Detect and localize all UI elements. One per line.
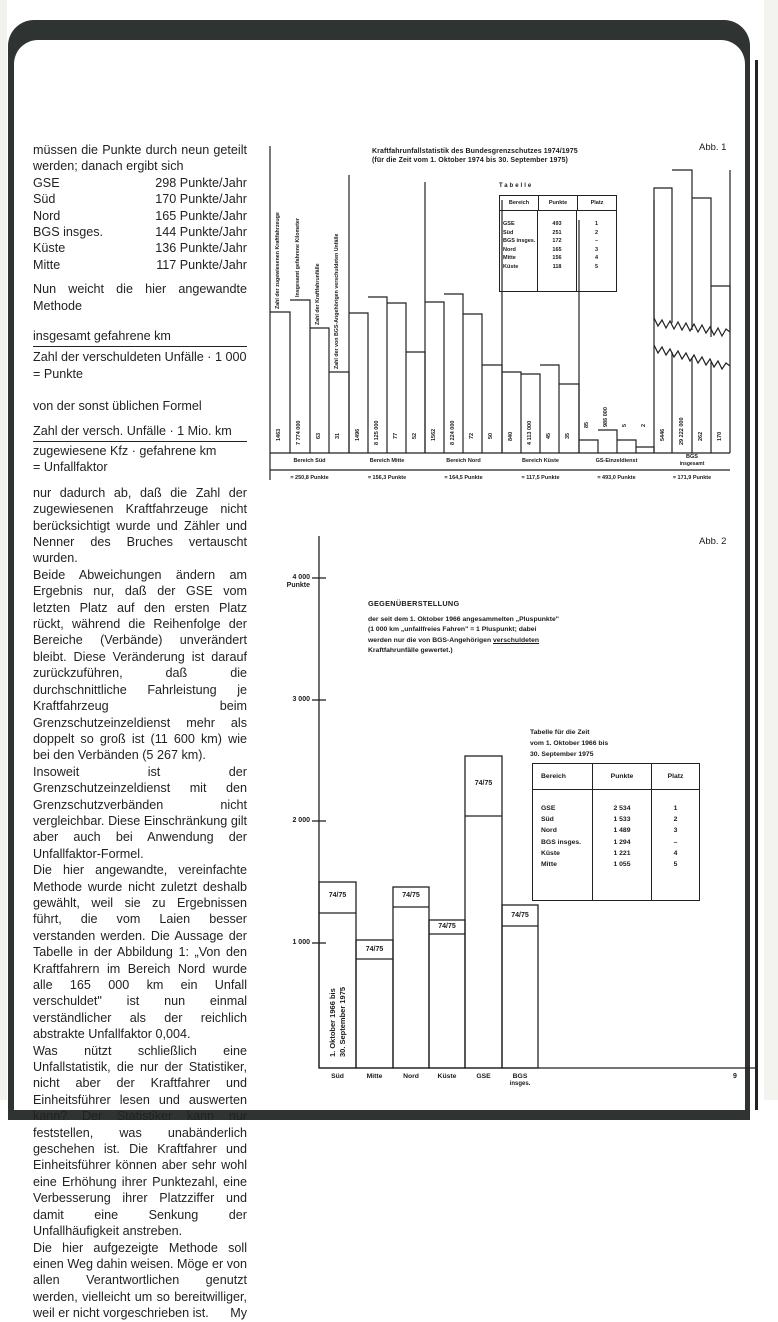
group-label: Bereich Nord <box>446 458 481 464</box>
value-label: 29 222 000 <box>679 417 685 445</box>
segment-label: 74/75 <box>438 923 456 930</box>
figure-2-table: Bereich Punkte Platz GSE Süd Nord BGS insges. Küste Mitte 2 534 1 533 1 489 1 294 1 221 1 055 1 2 3 – 4 5 <box>532 763 700 901</box>
table-header: Bereich <box>533 764 593 789</box>
legend-label: Insgesamt gefahrene Kilometer <box>295 218 301 297</box>
formula2-numerator: Zahl der versch. Unfälle · 1 Mio. km <box>33 423 232 438</box>
value-label: 8 224 000 <box>450 420 456 445</box>
scan-edge-right <box>764 0 778 1100</box>
paragraph: Die hier aufgezeigte Methode soll einen Weg dahin weisen. Möge er von allen Verantwortlichen genutzt werden, vielleicht um so bereitwilliger, weil er nicht vorgeschrieben ist. My <box>33 1240 247 1321</box>
formula2-denominator: zugewiesene Kfz · gefahrene km <box>33 444 217 458</box>
paragraph: Insoweit ist der Grenzschutzeinzeldienst mit den Grenzschutzverbänden nicht vergleichbar. Diese Einschränkung gilt aber auch bei Anwendung der Unfallfaktor-Formel. <box>33 764 247 861</box>
segment-label: 74/75 <box>402 892 420 899</box>
value-label: 4 113 000 <box>527 420 533 445</box>
segment-label: 74/75 <box>511 912 529 919</box>
formula1-result: = Punkte <box>33 366 84 381</box>
value-label: 52 <box>412 432 418 439</box>
group-result: = 493,0 Punkte <box>597 475 636 481</box>
value-label: 840 <box>508 431 514 441</box>
value-label: 85 <box>584 421 590 428</box>
figure-2-label: Abb. 2 <box>699 536 727 547</box>
y-tick-label: 4 000 Punkte <box>286 574 310 589</box>
result-row: BGS insges. 144 Punkte/Jahr <box>33 224 247 239</box>
figure-1-table-caption: Tabelle <box>499 183 534 189</box>
figure-2-chart <box>268 530 758 1090</box>
group-label: GS-Einzeldienst <box>595 458 638 464</box>
article-text-column <box>33 142 247 1322</box>
page-number: 9 <box>733 1073 737 1080</box>
author-signature: My <box>230 1306 247 1321</box>
value-label: 7 774 000 <box>296 420 302 445</box>
group-result: = 164,5 Punkte <box>444 475 483 481</box>
figure-2-table-caption: Tabelle für die Zeit vom 1. Oktober 1966 bis 30. September 1975 <box>530 729 609 758</box>
table-header: Punkte <box>539 196 578 210</box>
paragraph: Die hier angewandte, vereinfachte Methode wurde nicht zuletzt deshalb gewählt, weil sie zu Ergebnissen führt, die vom Laien besser verstanden werden. Die Aussage der Tabelle in der Abbildung 1: „Von den Kraftfahrern im Bereich Nord wurde alle 165 000 km ein Unfall verschuldet" ist nun einmal verständlicher als der reichlich abstrakte Unfallfaktor 0,004. <box>33 863 247 1042</box>
value-label: 35 <box>565 432 571 439</box>
intro-text: müssen die Punkte durch neun geteilt werden; danach ergibt sich <box>33 143 247 174</box>
formula1-denominator: Zahl der verschuldeten Unfälle · 1 000 <box>33 350 247 365</box>
group-result: = 171,9 Punkte <box>672 475 712 481</box>
x-axis-label: Küste <box>437 1073 457 1080</box>
figure-1-chart <box>268 140 758 485</box>
group-result: = 250,8 Punkte <box>290 475 329 481</box>
table-header: Platz <box>667 773 684 780</box>
y-tick-label: 1 000 <box>292 939 310 946</box>
group-label: Bereich Süd <box>293 458 326 464</box>
group-label: Bereich Mitte <box>369 458 405 464</box>
value-label: 8 125 000 <box>374 420 380 445</box>
group-result: = 156,3 Punkte <box>367 475 407 481</box>
y-tick-label: 3 000 <box>292 696 310 703</box>
formula1-numerator: insgesamt gefahrene km <box>33 328 171 343</box>
scan-edge-left <box>0 0 7 1100</box>
result-row: Nord 165 Punkte/Jahr <box>33 208 247 223</box>
figure-2-description: der seit dem 1. Oktober 1966 angesammelten „Pluspunkte" (1 000 km „unfallfreies Fahren" = 1 Pluspunkt; dabei werden nur die von BGS-Angehörigen verschuldeten Kraftfahrunfälle gewertet.) <box>368 616 559 655</box>
figure-1-label: Abb. 1 <box>699 142 727 153</box>
formula-usual-text: von der sonst üblichen Formel <box>33 399 202 414</box>
value-label: 45 <box>546 432 552 439</box>
period-label: 1. Oktober 1966 bis 30. September 1975 <box>328 986 347 1057</box>
value-label: 262 <box>698 431 704 441</box>
value-label: 1463 <box>276 428 282 441</box>
table-header: Platz <box>590 200 604 206</box>
value-label: 986 000 <box>603 407 609 427</box>
paragraph: Beide Abweichungen ändern am Ergebnis nur, daß der GSE vom letzten Platz auf den ersten Platz rückt, während die Reihenfolge der Bereiche (Verbände) unverändert bleibt. Diese Veränderung ist darauf zurückzuführen, daß die durchschnittliche Fahrleistung je Kraftfahrzeug beim Grenzschutzeinzeldienst mehr als doppelt so groß ist (11 600 km) wie bei den Verbänden (5 267 km). <box>33 567 247 763</box>
table-header: Bereich <box>500 196 539 210</box>
figure-1-table: Bereich Punkte Platz GSE Süd BGS insges. Nord Mitte Küste 493 251 172 165 156 118 1 2 – 3 4 5 <box>499 195 617 292</box>
fraction-bar <box>33 441 247 442</box>
segment-label: 74/75 <box>365 946 384 953</box>
segment-label: 74/75 <box>328 892 347 899</box>
table-header: Punkte <box>593 764 652 789</box>
formula2-result: = Unfallfaktor <box>33 460 108 475</box>
results-list <box>33 175 247 273</box>
value-label: 1562 <box>431 428 437 441</box>
method-intro: Nun weicht die hier angewandte Methode <box>33 282 247 313</box>
value-label: 2 <box>641 423 647 427</box>
paragraph: nur dadurch ab, daß die Zahl der zugewiesenen Kraftfahrzeuge nicht berücksichtigt wurde und Zähler und Nenner des Bruches vertauscht wurden. <box>33 485 247 566</box>
figure-1-title: Kraftfahrunfallstatistik des Bundesgrenzschutzes 1974/1975 (für die Zeit vom 1. Oktober 1974 bis 30. September 1975) <box>372 148 578 164</box>
legend-label: Zahl der Kraftfahrunfälle <box>315 263 321 325</box>
value-label: 50 <box>488 432 494 439</box>
result-row: Küste 136 Punkte/Jahr <box>33 241 247 256</box>
result-row: GSE 298 Punkte/Jahr <box>33 175 247 190</box>
value-label: 5 <box>622 423 628 427</box>
value-label: 31 <box>335 432 341 439</box>
x-axis-label: Mitte <box>366 1073 383 1080</box>
x-axis-label: BGS insges. <box>509 1073 531 1087</box>
value-label: 1496 <box>355 428 361 441</box>
paragraph: Was nützt schließlich eine Unfallstatistik, die nur der Statistiker, nicht aber der Kraftfahrer und Einheitsführer lesen und auswerten kann? Der Statistiker kann nur feststellen, was unabänderlich geschehen ist. Die Kraftfahrer und Einheitsführer können aber sehr wohl eine Erhöhung ihrer Punktezahl, eine Verbesserung ihrer Platzziffer und damit eine Senkung der Unfallhäufigkeit anstreben. <box>33 1043 247 1239</box>
x-axis-label: Süd <box>331 1073 344 1080</box>
result-row: Süd 170 Punkte/Jahr <box>33 192 247 207</box>
y-tick-label: 2 000 <box>292 817 310 824</box>
fraction-bar <box>33 346 247 347</box>
x-axis-label: Nord <box>403 1073 419 1080</box>
legend-label: Zahl der zugewiesenen Kraftfahrzeuge <box>275 212 281 309</box>
segment-label: 74/75 <box>474 780 493 787</box>
value-label: 77 <box>393 432 399 439</box>
value-label: 63 <box>316 432 322 439</box>
group-label: Bereich Küste <box>522 458 559 464</box>
value-label: 170 <box>717 431 723 441</box>
value-label: 5446 <box>660 428 666 441</box>
value-label: 72 <box>469 432 475 439</box>
group-result: = 117,5 Punkte <box>521 475 560 481</box>
result-row: Mitte 117 Punkte/Jahr <box>33 257 247 272</box>
group-label: BGS insgesamt <box>679 454 705 467</box>
figure-2-title: GEGENÜBERSTELLUNG <box>368 599 460 608</box>
x-axis-label: GSE <box>476 1073 491 1080</box>
legend-label: Zahl der von BGS-Angehörigen verschuldeten Unfälle <box>334 233 340 369</box>
